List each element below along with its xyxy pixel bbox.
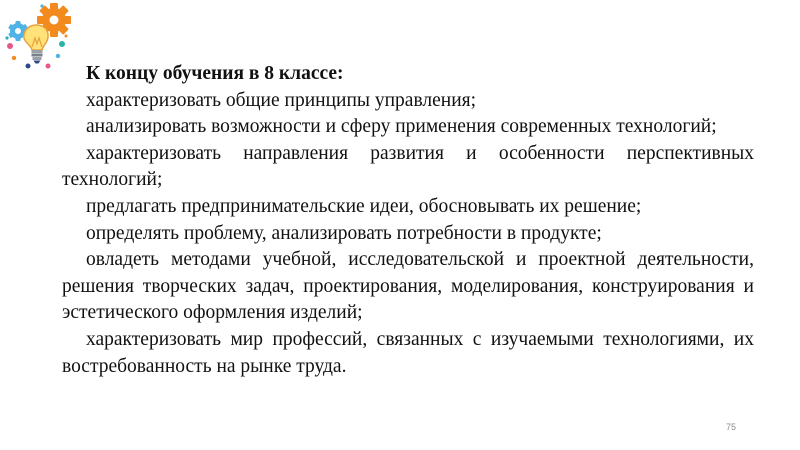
page-number: 75 — [726, 422, 737, 432]
list-item: анализировать возможности и сферу применения современных технологий; — [86, 116, 717, 138]
lightbulb-icon — [24, 25, 48, 64]
list-item: характеризовать мир профессий, связанных с изучаемыми технологиями, их востребованность на рынке труда. — [62, 328, 754, 377]
list-item: характеризовать общие принципы управления; — [86, 89, 477, 111]
list-item: характеризовать направления развития и особенности перспективных технологий; — [62, 142, 754, 191]
list-item: предлагать предпринимательские идеи, обосновывать их решение; — [86, 195, 642, 217]
list-item: овладеть методами учебной, исследовательской и проектной деятельности, решения творческих задач, проектирования, моделирования, конструирования и эстетического оформления изделий; — [62, 249, 754, 324]
slide-content — [62, 61, 754, 380]
slide-heading: К концу обучения в 8 классе: — [86, 63, 344, 84]
list-item: определять проблему, анализировать потребности в продукте; — [86, 222, 602, 244]
